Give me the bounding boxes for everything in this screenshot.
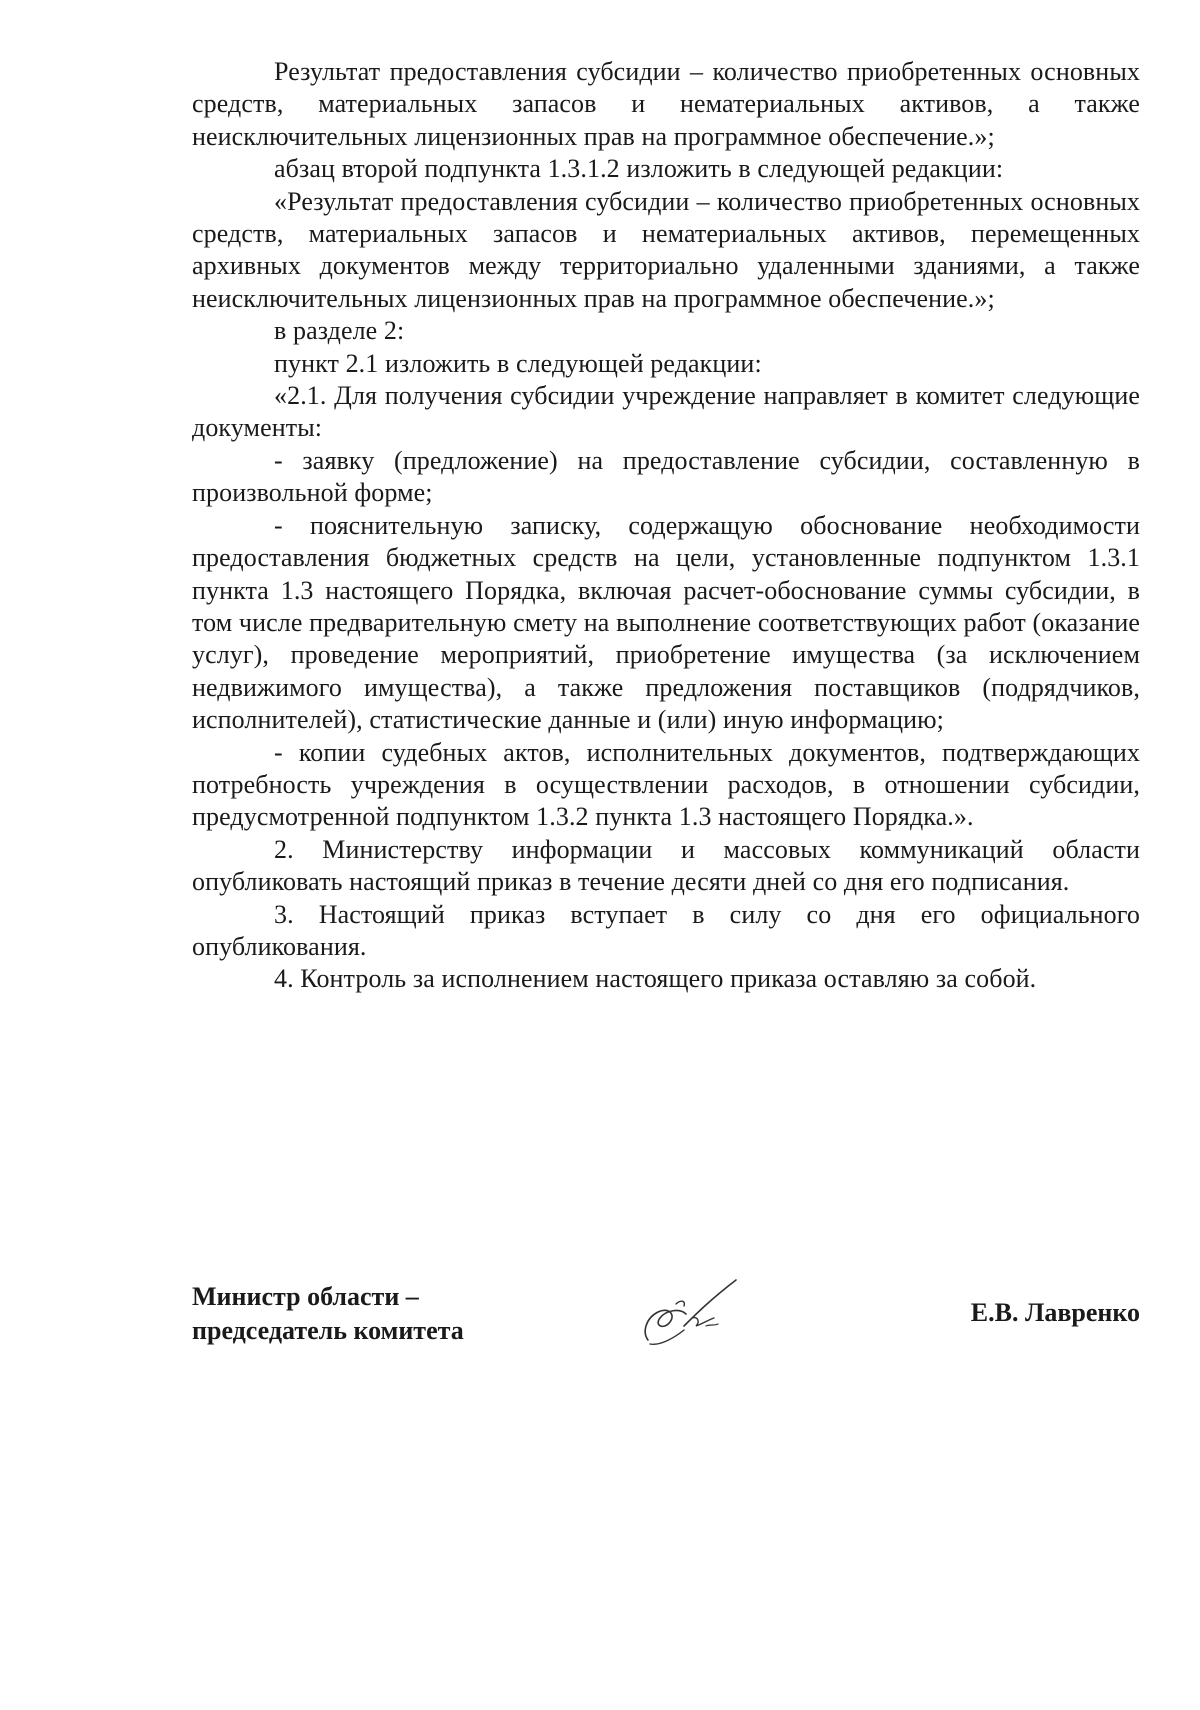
signatory-title-line2: председатель комитета bbox=[192, 1316, 464, 1345]
signature-block bbox=[192, 1280, 1140, 1370]
paragraph-item-2: 2. Министерству информации и массовых коммуникаций области опубликовать настоящий приказ в течение десяти дней со дня его подписания. bbox=[192, 834, 1140, 897]
paragraph-2-1-text: «2.1. Для получения субсидии учреждение направляет в комитет следующие документы: bbox=[192, 381, 1140, 443]
signatory-title bbox=[192, 1280, 464, 1348]
document-body bbox=[192, 56, 1140, 996]
paragraph-result-2: «Результат предоставления субсидии – количество приобретенных основных средств, материальных запасов и нематериальных активов, перемещенных архивных документов между территориально удаленными зданиями, а также неисключительных лицензионных прав на программное обеспечение.»; bbox=[192, 186, 1140, 313]
paragraph-result-1: Результат предоставления субсидии – количество приобретенных основных средств, материальных запасов и нематериальных активов, а также неисключительных лицензионных прав на программное обеспечение.»; bbox=[192, 57, 1140, 151]
signatory-title-line1: Министр области – bbox=[192, 1282, 419, 1311]
list-item-application: - заявку (предложение) на предоставление субсидии, составленную в произвольной форме; bbox=[192, 445, 1140, 508]
paragraph-item-4: 4. Контроль за исполнением настоящего приказа оставляю за собой. bbox=[274, 964, 1037, 994]
paragraph-subpoint-1-3-1-2: абзац второй подпункта 1.3.1.2 изложить в следующей редакции: bbox=[274, 154, 1004, 184]
list-item-court-acts: - копии судебных актов, исполнительных документов, подтверждающих потребность учреждения в осуществлении расходов, в отношении субсидии, предусмотренной подпунктом 1.3.2 пункта 1.3 настоящего Порядка.». bbox=[192, 737, 1140, 832]
signatory-name: Е.В. Лавренко bbox=[970, 1298, 1140, 1327]
list-item-explanatory-note: - пояснительную записку, содержащую обоснование необходимости предоставления бюджетных средств на цели, установленные подпунктом 1.3.1 пункта 1.3 настоящего Порядка, включая расчет-обоснование суммы субсидии, в том числе предварительную смету на выполнение соответствующих работ (оказание услуг), проведение мероприятий, приобретение имущества (за исключением недвижимого имущества), а также предложения поставщиков (подрядчиков, исполнителей), статистические данные и (или) иную информацию; bbox=[192, 510, 1140, 735]
paragraph-point-2-1: пункт 2.1 изложить в следующей редакции: bbox=[274, 348, 762, 378]
paragraph-section-2: в разделе 2: bbox=[274, 316, 405, 346]
handwritten-signature bbox=[640, 1274, 750, 1354]
paragraph-item-3: 3. Настоящий приказ вступает в силу со дня его официального опубликования. bbox=[192, 899, 1140, 961]
